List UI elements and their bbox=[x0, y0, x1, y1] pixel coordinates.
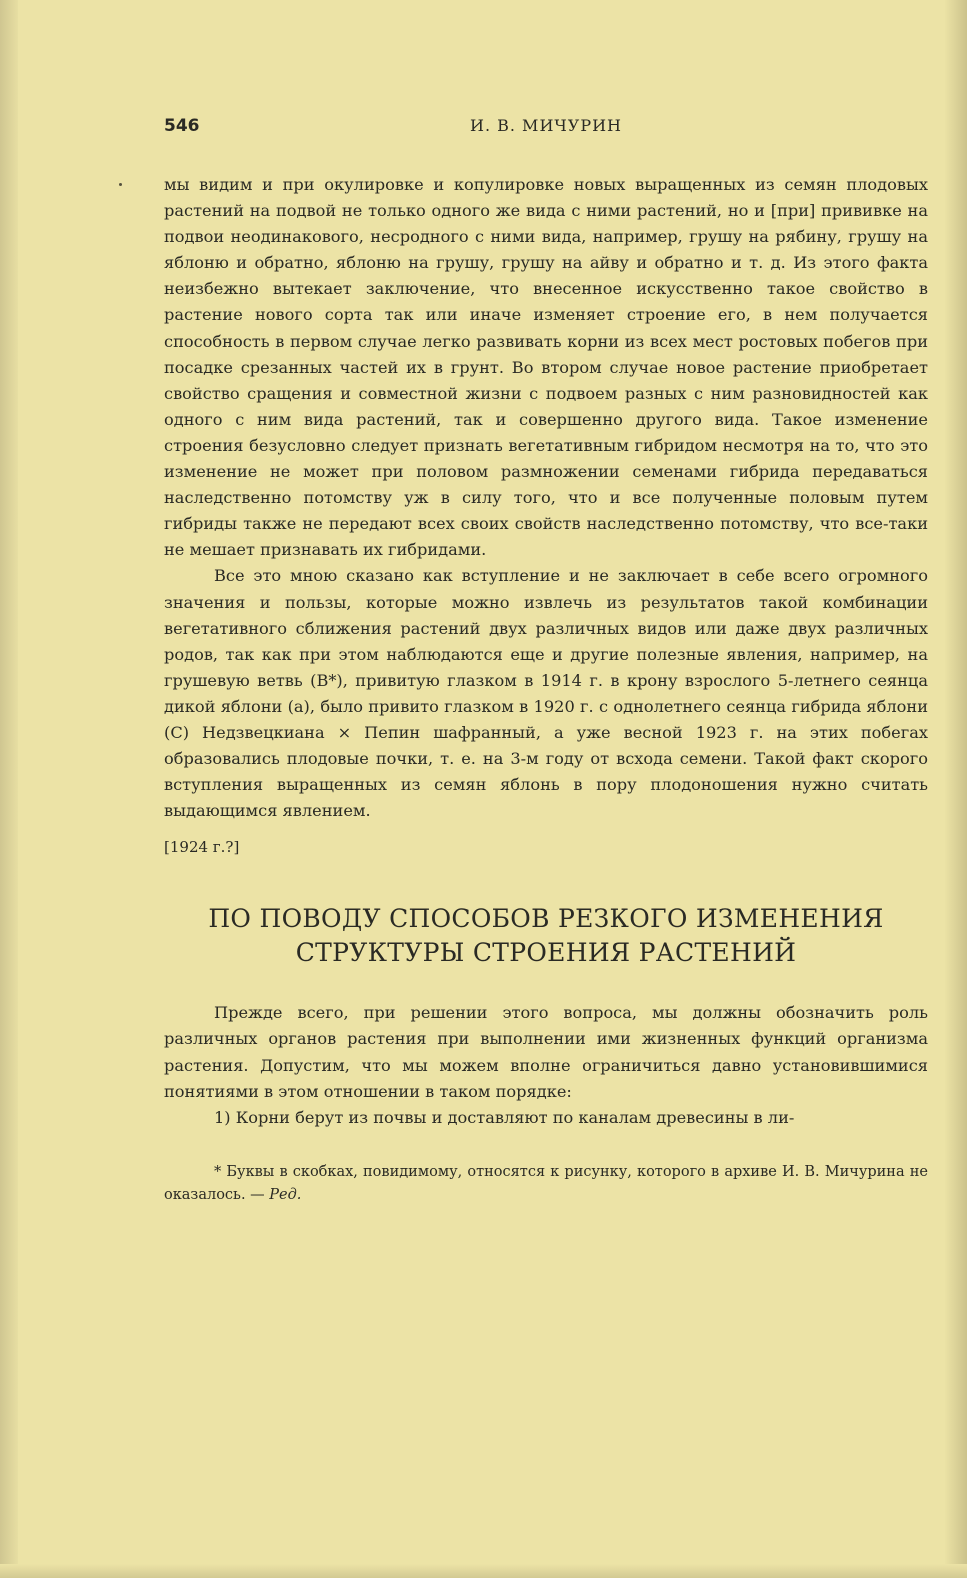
page-number: 546 bbox=[164, 116, 200, 136]
margin-mark bbox=[119, 183, 122, 186]
paragraph-continuation: мы видим и при окулировке и копулировке новых выращенных из семян плодовых растений на подвой не только одного же вида с ними растений, но и [при] прививке на подвои неодинакового, несродного с ними вида, например, грушу на рябину, грушу на яблоню и обратно, яблоню на грушу, грушу на айву и обратно и т. д. Из этого факта неизбежно вытекает заключение, что внесенное искусственно такое свойство в растение нового сорта так или иначе изменяет строение его, в нем получается способность в первом случае легко развивать корни из всех мест ростовых побегов при посадке срезанных частей их в грунт. Во втором случае новое растение приобретает свойство сращения и совместной жизни с подвоем разных с ним разновидностей как одного с ним вида растений, так и совершенно другого вида. Такое изменение строения безусловно следует признать вегетативным гибридом несмотря на то, что это изменение не может при половом размножении семенами гибрида передаваться наследственно потомству уж в силу того, что и все полученные половым путем гибриды также не передают всех своих свойств наследственно потомству, что все-таки не мешает признавать их гибридами. bbox=[164, 175, 928, 560]
running-head: И. В. МИЧУРИН bbox=[470, 116, 622, 135]
footnote-text: * Буквы в скобках, повидимому, относятся к рисунку, которого в архиве И. В. Мичурина не оказалось. — bbox=[164, 1163, 928, 1203]
body-text bbox=[164, 172, 928, 824]
article-title bbox=[164, 902, 928, 970]
date-note: [1924 г.?] bbox=[164, 838, 240, 857]
article-title-line-2: СТРУКТУРЫ СТРОЕНИЯ РАСТЕНИЙ bbox=[295, 938, 797, 968]
scan-edge-bottom bbox=[0, 1564, 967, 1578]
article-body bbox=[164, 1000, 928, 1130]
article-paragraph-2: 1) Корни берут из почвы и доставляют по каналам древесины в ли- bbox=[214, 1107, 795, 1127]
footnote bbox=[164, 1161, 928, 1207]
book-page bbox=[164, 116, 928, 1207]
article-title-line-1: ПО ПОВОДУ СПОСОБОВ РЕЗКОГО ИЗМЕНЕНИЯ bbox=[208, 904, 884, 934]
scan-edge-left bbox=[0, 0, 18, 1578]
paragraph-introduction: Все это мною сказано как вступление и не заключает в себе всего огромного значения и пользы, которые можно извлечь из результатов такой комбинации вегетативного сближения растений двух различных видов или даже двух различных родов, так как при этом наблюдаются еще и другие полезные явления, например, на грушевую ветвь (B*), привитую глазком в 1914 г. в крону взрослого 5-летнего сеянца дикой яблони (a), было привито глазком в 1920 г. с однолетнего сеянца гибрида яблони (C) Недзвецкиана × Пепин шафранный, а уже весной 1923 г. на этих побегах образовались плодовые почки, т. е. на 3-м году от всхода семени. Такой факт скорого вступления выращенных из семян яблонь в пору плодоношения нужно считать выдающимся явлением. bbox=[164, 566, 928, 821]
footnote-editor-mark: Ред. bbox=[269, 1186, 302, 1203]
scan-edge-right bbox=[945, 0, 967, 1578]
page-header bbox=[164, 116, 928, 144]
article-paragraph-1: Прежде всего, при решении этого вопроса, мы должны обозначить роль различных органов растения при выполнении ими жизненных функций организма растения. Допустим, что мы можем вполне ограничиться давно установившимися понятиями в этом отношении в таком порядке: bbox=[164, 1003, 928, 1101]
